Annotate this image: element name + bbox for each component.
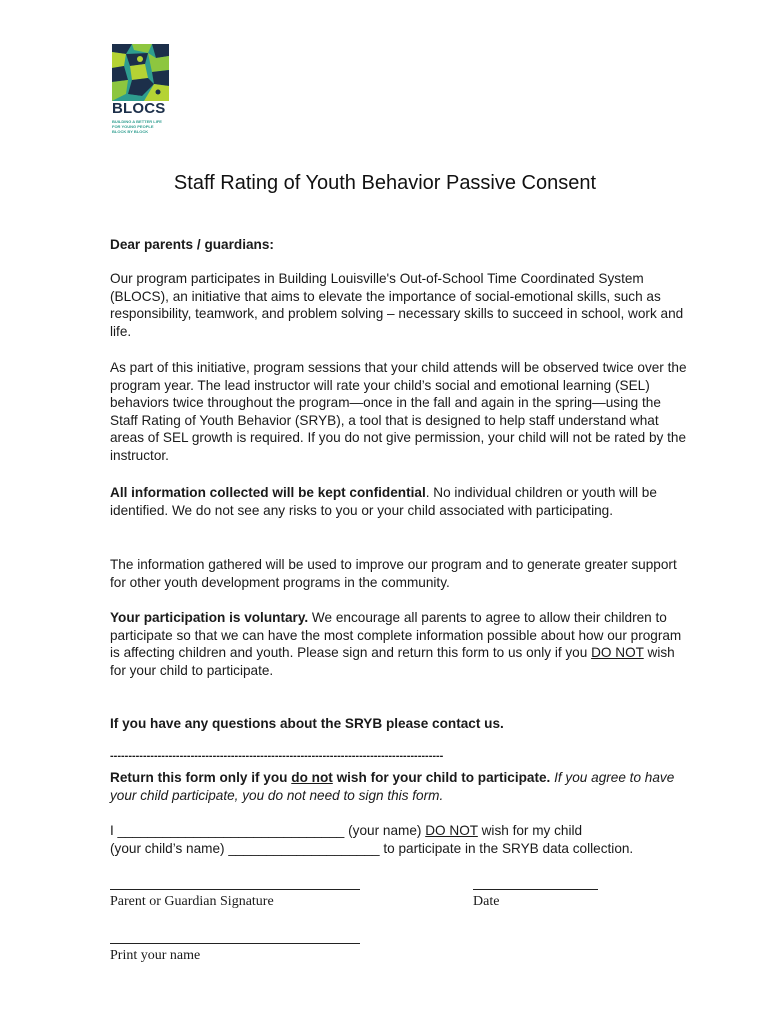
child-fill-line: (your child’s name) ____________________ to participate in the SRYB data collection. <box>110 841 634 856</box>
date-label: Date <box>473 894 500 909</box>
date-line[interactable] <box>473 889 598 890</box>
blocs-logo-mosaic-icon <box>112 44 169 101</box>
page-title: Staff Rating of Youth Behavior Passive Consent <box>173 172 597 194</box>
confidentiality-text: . No individual children or youth will be identified. We do not see any risks to you or your child associated with participating. <box>110 485 657 518</box>
usage-paragraph: The information gathered will be used to improve our program and to generate greater support for other youth development programs in the community. <box>110 557 677 590</box>
voluntary-text-1: We encourage all parents to agree to allow their children to participate so that we can have the most complete information possible about how our program is affecting children and youth. Please sign and return this form to us only if you <box>110 610 682 661</box>
return-bold-2: wish for your child to participate. <box>332 770 551 785</box>
print-name-line[interactable] <box>110 943 360 944</box>
blocs-logo-wordmark: BLOCS <box>112 100 166 117</box>
blocs-tagline-1: BUILDING A BETTER LIFE <box>112 119 162 124</box>
voluntary-bold: Your participation is voluntary. <box>110 610 309 625</box>
signature-line[interactable] <box>110 889 360 890</box>
blocs-logo <box>112 44 169 136</box>
return-bold-1: Return this form only if you <box>110 770 292 785</box>
voluntary-text-2: wish for your child to participate. <box>110 645 675 678</box>
name-fill-text-b: wish for my child <box>477 823 583 838</box>
return-do-not: do not <box>291 770 333 785</box>
return-instructions <box>110 769 690 804</box>
name-fill-do-not: DO NOT <box>425 823 478 838</box>
voluntary-do-not: DO NOT <box>591 645 644 661</box>
confidentiality-paragraph <box>110 484 690 519</box>
blocs-tagline-2: FOR YOUNG PEOPLE <box>112 124 154 129</box>
return-italic: If you agree to have your child participate, you do not need to sign this form. <box>110 770 675 803</box>
confidentiality-bold: All information collected will be kept confidential <box>110 485 426 500</box>
dashed-divider: ------------------------------------------------------------------------------------------- <box>110 750 444 762</box>
questions-line: If you have any questions about the SRYB please contact us. <box>110 716 504 731</box>
blocs-tagline-3: BLOCK BY BLOCK <box>112 129 149 134</box>
name-fill-text-a: I ______________________________ (your name) <box>110 823 426 838</box>
name-fill-line <box>110 822 690 840</box>
intro-paragraph: Our program participates in Building Louisville's Out-of-School Time Coordinated System (BLOCS), an initiative that aims to elevate the importance of social-emotional skills, such as responsibility, teamwork, and problem solving – necessary skills to succeed in school, work and life. <box>110 271 684 339</box>
greeting: Dear parents / guardians: <box>110 237 274 252</box>
print-name-label: Print your name <box>110 948 201 963</box>
signature-label: Parent or Guardian Signature <box>110 894 274 909</box>
voluntary-paragraph <box>110 609 690 679</box>
observation-paragraph: As part of this initiative, program sessions that your child attends will be observed twice over the program year. The lead instructor will rate your child’s social and emotional learning (SEL) behaviors twice throughout the program—once in the fall and again in the spring—using the Staff Rating of Youth Behavior (SRYB), a tool that is designed to help staff understand what areas of SEL growth is required. If you do not give permission, your child will not be rated by the instructor. <box>110 360 687 463</box>
